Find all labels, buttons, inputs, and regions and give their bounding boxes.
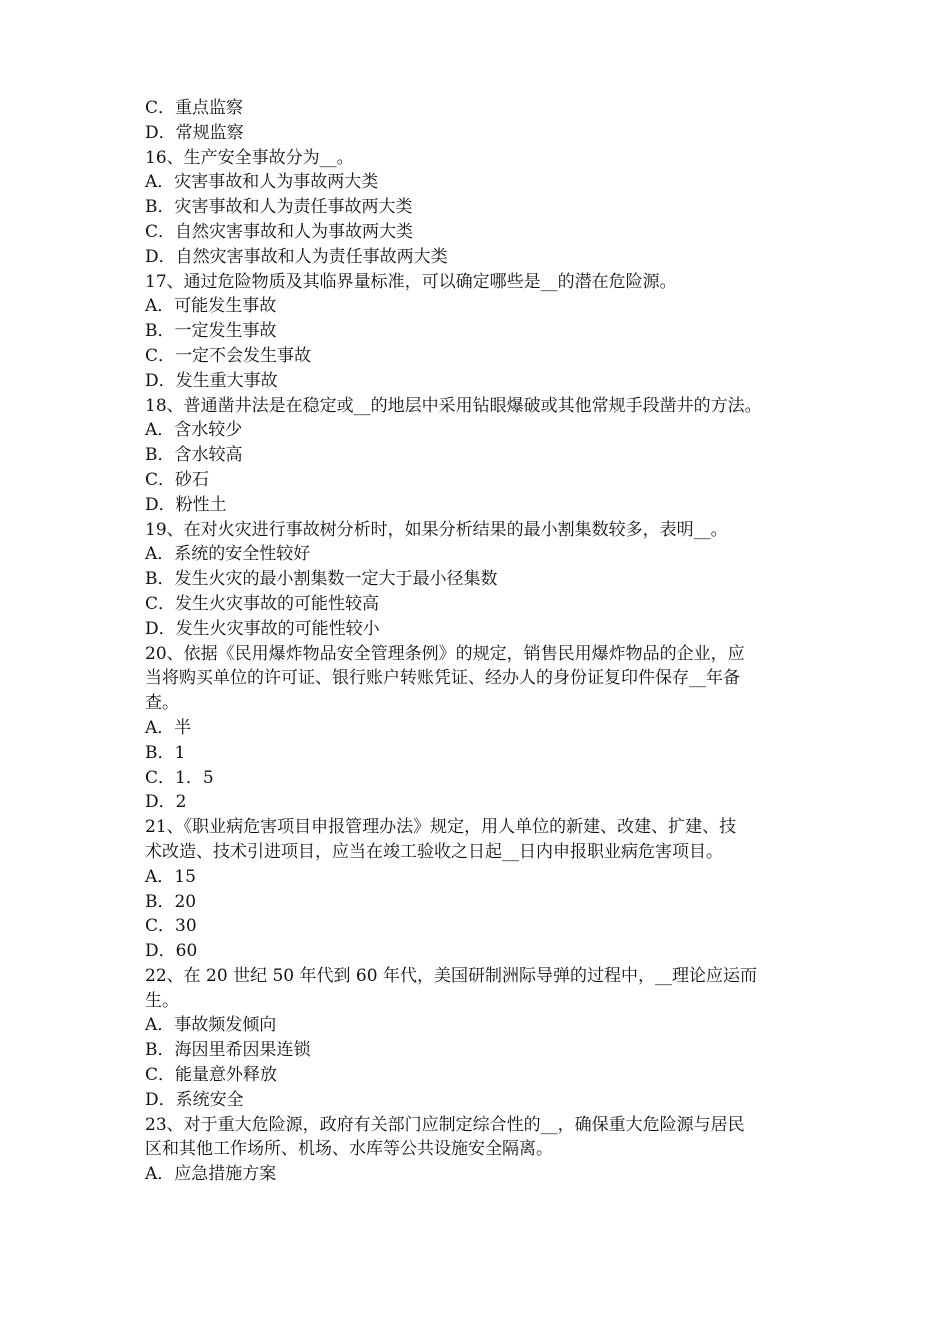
- text-line: D．系统安全: [145, 1089, 244, 1110]
- text-line: C．砂石: [145, 469, 210, 490]
- text-line: B．发生火灾的最小割集数一定大于最小径集数: [145, 569, 498, 590]
- text-line: C．30: [145, 916, 197, 937]
- answer-option: [145, 542, 825, 567]
- answer-option: [145, 294, 825, 319]
- text-line: A．灾害事故和人为事故两大类: [145, 172, 379, 193]
- text-line: D．60: [145, 941, 198, 962]
- answer-option: [145, 369, 825, 394]
- answer-option: [145, 567, 825, 592]
- text-line: 查。: [145, 693, 179, 714]
- text-line: 生。: [145, 990, 179, 1011]
- text-line: B．灾害事故和人为责任事故两大类: [145, 197, 413, 218]
- question-stem: [145, 146, 825, 171]
- text-line: A．半: [145, 717, 192, 738]
- answer-option: [145, 865, 825, 890]
- answer-option: [145, 939, 825, 964]
- text-line: D．发生重大事故: [145, 370, 278, 391]
- answer-option: [145, 468, 825, 493]
- text-line: B．海因里希因果连锁: [145, 1040, 311, 1061]
- answer-option: [145, 121, 825, 146]
- question-stem: [145, 642, 825, 716]
- answer-option: [145, 1038, 825, 1063]
- text-line: A．15: [145, 866, 196, 887]
- answer-option: [145, 617, 825, 642]
- question-stem: [145, 964, 825, 1014]
- answer-option: [145, 170, 825, 195]
- text-line: C．发生火灾事故的可能性较高: [145, 593, 380, 614]
- text-line: 19、在对火灾进行事故树分析时，如果分析结果的最小割集数较多，表明__。: [145, 519, 728, 540]
- answer-option: [145, 766, 825, 791]
- text-line: 22、在 20 世纪 50 年代到 60 年代，美国研制洲际导弹的过程中，__理论应运而: [145, 965, 757, 986]
- answer-option: [145, 592, 825, 617]
- text-line: A．事故频发倾向: [145, 1015, 277, 1036]
- text-line: D．粉性土: [145, 494, 227, 515]
- answer-option: [145, 1162, 825, 1187]
- text-line: A．含水较少: [145, 420, 243, 441]
- answer-option: [145, 790, 825, 815]
- answer-option: [145, 1063, 825, 1088]
- text-line: D．常规监察: [145, 122, 244, 143]
- text-line: A．系统的安全性较好: [145, 544, 311, 565]
- answer-option: [145, 220, 825, 245]
- text-line: 18、普通凿井法是在稳定或__的地层中采用钻眼爆破或其他常规手段凿井的方法。: [145, 395, 762, 416]
- text-line: D．发生火灾事故的可能性较小: [145, 618, 380, 639]
- answer-option: [145, 319, 825, 344]
- question-stem: [145, 815, 825, 865]
- text-line: C．重点监察: [145, 98, 244, 118]
- text-line: 21、《职业病危害项目申报管理办法》规定，用人单位的新建、改建、扩建、技: [145, 817, 737, 838]
- text-line: 23、对于重大危险源，政府有关部门应制定综合性的__，确保重大危险源与居民: [145, 1114, 745, 1135]
- text-line: B．含水较高: [145, 445, 243, 466]
- answer-option: [145, 195, 825, 220]
- text-line: A．可能发生事故: [145, 296, 277, 317]
- text-line: C．能量意外释放: [145, 1065, 278, 1086]
- question-stem: [145, 1113, 825, 1163]
- question-stem: [145, 394, 825, 419]
- text-line: 术改造、技术引进项目，应当在竣工验收之日起__日内申报职业病危害项目。: [145, 841, 723, 862]
- answer-option: [145, 493, 825, 518]
- question-stem: [145, 518, 825, 543]
- text-line: B．一定发生事故: [145, 321, 277, 342]
- text-line: B．1: [145, 742, 186, 763]
- answer-option: [145, 1088, 825, 1113]
- answer-option: [145, 1013, 825, 1038]
- text-line: 17、通过危险物质及其临界量标准，可以确定哪些是__的潜在危险源。: [145, 271, 677, 292]
- answer-option: [145, 443, 825, 468]
- text-line: 20、依据《民用爆炸物品安全管理条例》的规定，销售民用爆炸物品的企业，应: [145, 643, 745, 664]
- question-stem: [145, 270, 825, 295]
- answer-option: [145, 245, 825, 270]
- text-line: D．2: [145, 792, 187, 813]
- text-line: A．应急措施方案: [145, 1164, 277, 1185]
- answer-option: [145, 914, 825, 939]
- answer-option: [145, 96, 825, 121]
- text-line: 区和其他工作场所、机场、水库等公共设施安全隔离。: [145, 1139, 553, 1160]
- text-line: 16、生产安全事故分为__。: [145, 147, 354, 168]
- text-line: 当将购买单位的许可证、银行账户转账凭证、经办人的身份证复印件保存__年备: [145, 668, 740, 689]
- answer-option: [145, 716, 825, 741]
- answer-option: [145, 741, 825, 766]
- text-line: C．一定不会发生事故: [145, 345, 312, 366]
- text-line: C．1．5: [145, 767, 214, 788]
- text-line: C．自然灾害事故和人为事故两大类: [145, 221, 414, 242]
- answer-option: [145, 418, 825, 443]
- document-page: [145, 96, 825, 1187]
- answer-option: [145, 890, 825, 915]
- answer-option: [145, 344, 825, 369]
- text-line: D．自然灾害事故和人为责任事故两大类: [145, 246, 448, 267]
- text-line: B．20: [145, 891, 197, 912]
